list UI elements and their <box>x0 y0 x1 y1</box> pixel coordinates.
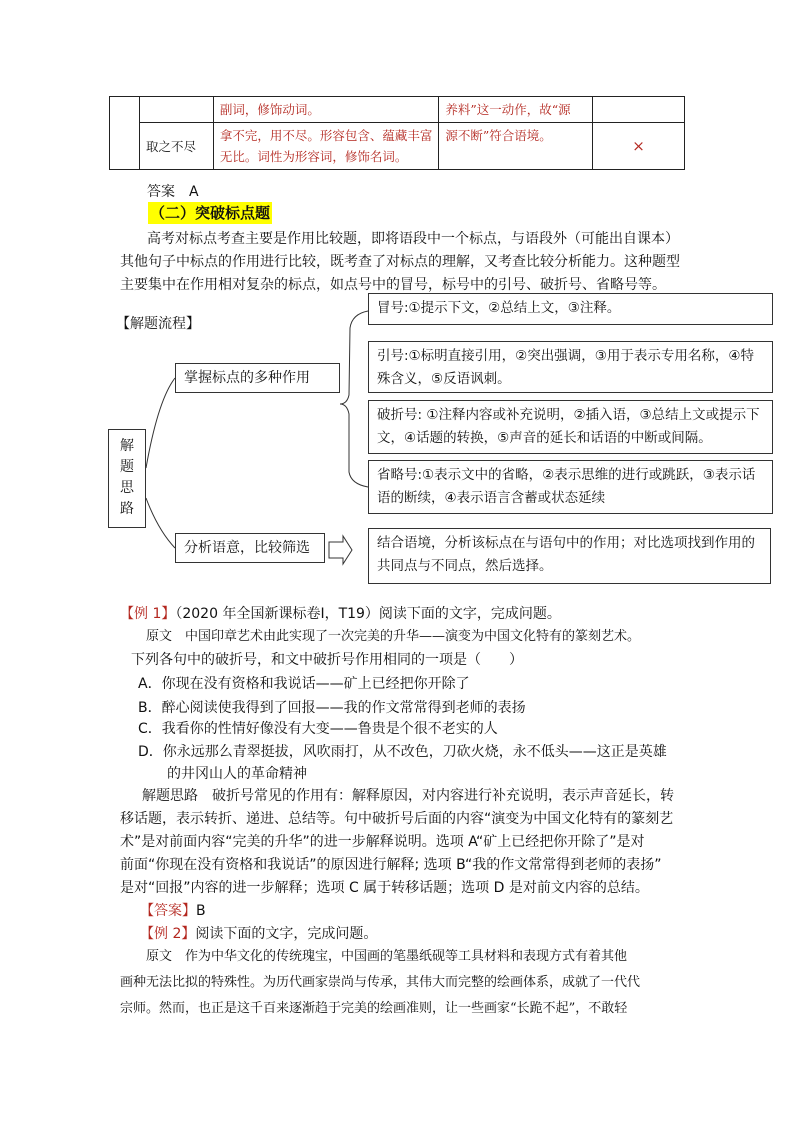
example1-answer <box>140 899 206 923</box>
analysis-line: 是对“回报”内容的进一步解释；选项 C 属于转移话题；选项 D 是对前文内容的总结。 <box>120 880 649 896</box>
option-a: A．你现在没有资格和我说话——矿上已经把你开除了 <box>138 676 470 692</box>
flow-branch-box: 掌握标点的多种作用 <box>175 363 340 393</box>
analysis-line: 前面“你现在没有资格和我说话”的原因进行解释; 选项 B“我的作文常常得到老师的表扬” <box>120 857 662 873</box>
answer-label: 【答案】 <box>140 903 196 919</box>
analysis-text: 破折号常见的作用有：解释原因，对内容进行补充说明，表示声音延长，转 <box>212 788 674 804</box>
analysis-label: 解题思路 <box>142 788 198 804</box>
brace-connector <box>340 311 368 487</box>
quote-box: 引号:①标明直接引用，②突出强调，③用于表示专用名称，④特殊含义，⑤反语讽刺。 <box>368 341 773 393</box>
arrow-icon <box>329 536 352 564</box>
table-cell-meaning: 拿不完，用不尽。形容包含、蕴藏丰富无比。词性为形容词，修饰名词。 <box>213 123 439 170</box>
example1-question: 下列各句中的破折号，和文中破折号作用相同的一项是（ ） <box>131 652 523 668</box>
answer-value: B <box>196 903 206 919</box>
option-d-cont: 的井冈山人的革命精神 <box>167 766 307 782</box>
section-title: （二）突破标点题 <box>150 204 271 222</box>
table-cell-analysis: 源不断”符合语境。 <box>439 123 593 170</box>
example1-label: 【例 1】 <box>120 606 176 622</box>
dash-box: 破折号: ①注释内容或补充说明，②插入语，③总结上文或提示下文，④话题的转换，⑤声音的延长和话语的中断或间隔。 <box>368 400 773 454</box>
example1-header <box>120 602 561 626</box>
flow-branch-box: 分析语意，比较筛选 <box>175 533 325 563</box>
table-cell-meaning: 副词，修饰动词。 <box>213 97 439 123</box>
table-cell-analysis: 养料”这一动作，故“源 <box>439 97 593 123</box>
flow-root-box <box>108 429 146 528</box>
option-d: D．你永远那么青翠挺拔，风吹雨打，从不改色，刀砍火烧，永不低头——这正是英雄 <box>138 744 667 760</box>
example2-label: 【例 2】 <box>140 926 196 942</box>
example2-line: 宗师。然而，也正是这千百来逐渐趋于完美的绘画准则，让一些画家“长跪不起”，不敢轻 <box>120 1001 628 1016</box>
analysis-line: 术”是对前面内容“完美的升华”的进一步解释说明。选项 A“矿上已经把你开除了”是对 <box>120 834 645 850</box>
example1-original <box>146 624 640 650</box>
example2-text: 作为中华文化的传统瑰宝，中国画的笔墨纸砚等工具材料和表现方式有着其他 <box>185 949 628 964</box>
previous-answer: 答案 A <box>147 184 199 200</box>
original-label: 原文 <box>146 629 173 644</box>
example2-source: 阅读下面的文字，完成问题。 <box>195 926 378 942</box>
analysis-line: 移话题，表示转折、递进、总结等。句中破折号后面的内容“演变为中国文化特有的篆刻艺 <box>120 811 674 827</box>
original-label: 原文 <box>146 949 173 964</box>
analysis-line <box>142 784 674 808</box>
ellipsis-box: 省略号:①表示文中的省略，②表示思维的进行或跳跃，③表示话语的断续，④表示语言含蓄或状态延续 <box>368 460 773 514</box>
example2-header <box>140 922 377 946</box>
option-b: B．醉心阅读使我得到了回报——我的作文常常得到老师的表扬 <box>138 700 526 716</box>
flow-root-text: 解题思路 <box>120 438 134 517</box>
option-c: C．我看你的性情好像没有大变——鲁贵是个很不老实的人 <box>138 721 498 737</box>
intro-line: 高考对标点考查主要是作用比较题，即将语段中一个标点，与语段外（可能出自课本） <box>147 231 679 247</box>
flow-label: 【解题流程】 <box>116 316 200 332</box>
example2-line: 画种无法比拟的特殊性。为历代画家崇尚与传承，其伟大而完整的绘画体系，成就了一代代 <box>120 975 641 990</box>
connector-line <box>146 378 175 468</box>
example2-line <box>146 944 627 970</box>
colon-box: 冒号:①提示下文，②总结上文，③注释。 <box>368 293 773 325</box>
intro-line: 主要集中在作用相对复杂的标点，如点号中的冒号，标号中的引号、破折号、省略号等。 <box>120 277 666 293</box>
connector-line <box>146 498 175 548</box>
intro-line: 其他句子中标点的作用进行比较，既考查了对标点的理解，又考查比较分析能力。这种题型 <box>120 254 680 270</box>
result-box: 结合语境，分析该标点在与语句中的作用；对比选项找到作用的共同点与不同点，然后选择。 <box>368 528 771 584</box>
table-cell-mark: × <box>593 123 685 170</box>
original-text: 中国印章艺术由此实现了一次完美的升华——演变为中国文化特有的篆刻艺术。 <box>185 629 641 644</box>
example1-source: （2020 年全国新课标卷Ⅰ，T19）阅读下面的文字，完成问题。 <box>175 606 561 622</box>
table-cell-term: 取之不尽 <box>139 123 213 170</box>
